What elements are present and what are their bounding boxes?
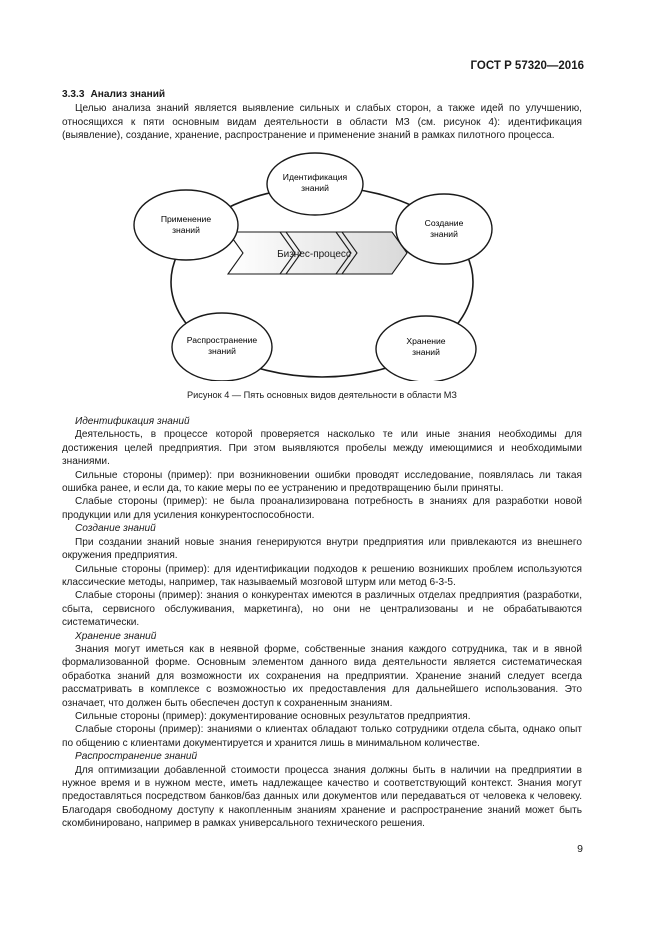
- node-identification-line1: Идентификация: [282, 171, 348, 182]
- business-process-arrow: [228, 232, 407, 274]
- node-creation: [396, 194, 492, 264]
- figure-caption: Рисунок 4 — Пять основных видов деятельности в области МЗ: [187, 389, 457, 400]
- km-cycle-diagram: [62, 149, 582, 381]
- identification-p2: Сильные стороны (пример): при возникновении ошибки проводят исследование, появлялась ли такая ошибка ранее, и если да, то какие меры по ее устранению и предотвращению были приняты.: [62, 469, 582, 495]
- node-application: [134, 190, 238, 260]
- node-creation-line2: знаний: [430, 228, 458, 239]
- identification-p3: Слабые стороны (пример): не была проанализирована потребность в знаниях для разработки новой продукции или для усиления конкурентоспособности.: [62, 496, 582, 521]
- identification-title: Идентификация знаний: [75, 416, 190, 428]
- node-application-line1: Применение: [160, 213, 212, 224]
- storage-title: Хранение знаний: [75, 630, 157, 642]
- business-process-label: Бизнес-процесс: [277, 248, 351, 260]
- storage-p3: Слабые стороны (пример): знаниями о клиентах обладают только сотрудники отдела сбыта, однако опыт по общению с клиентами документируется и хранится лишь в минимальном количестве.: [62, 724, 582, 749]
- node-distribution: [172, 313, 272, 381]
- creation-title: Создание знаний: [75, 523, 156, 535]
- section-heading: [62, 88, 582, 101]
- creation-p2: Сильные стороны (пример): для идентификации подходов к решению возникших проблем используются классические методы, например, так называемый мозговой штурм или метод 6-3-5.: [62, 563, 582, 588]
- node-storage-line1: Хранение: [406, 335, 446, 346]
- node-identification: [267, 153, 363, 215]
- identification-p1: Деятельность, в процессе которой проверяется насколько те или иные знания необходимы для достижения целей предприятия. При этом выявляются пробелы между имеющимися и необходимыми знаниями.: [62, 429, 582, 468]
- creation-p3: Слабые стороны (пример): знания о конкурентах имеются в различных отделах предприятия (разработки, сбыта, сервисного обслуживания, маркетинга), но они не централизованы и не обрабатываются систематически.: [62, 590, 582, 629]
- distribution-p1: Для оптимизации добавленной стоимости процесса знания должны быть в наличии на предприятии в нужное время и в нужном месте, иметь надлежащее качество и соответствующий контекст. Знания могут предоставляться посредством банков/баз данных или документов или передаваться от человека к человеку. Благодаря свободному доступу к накопленным знаниям хранение и распространение знаний может быть скомбинировано, например в рамках универсального технического решения.: [62, 764, 582, 830]
- storage-p2: Сильные стороны (пример): документирование основных результатов предприятия.: [75, 710, 471, 722]
- node-storage-line2: знаний: [412, 346, 440, 357]
- intro-paragraph: Целью анализа знаний является выявление сильных и слабых сторон, а также идей по улучшению, относящихся к пяти основным видам деятельности в области МЗ (см. рисунок 4): идентификация (выявление), создание, хранение, распространение и применение знаний в рамках пилотного процесса.: [62, 103, 582, 142]
- storage-p1: Знания могут иметься как в неявной форме, собственные знания каждого сотрудника, так и в явной формализованной форме. Основным элементом данного вида деятельности является систематическая обработка знаний для возможности их сохранения на предприятии. Хранение знаний следует всегда рассматривать в комплексе с возможностью их предоставления для дальнейшего использования. Это означает, что должен быть обеспечен доступ к сохраненным знаниям.: [62, 643, 582, 709]
- section-number: 3.3.3: [62, 89, 85, 100]
- page-number: 9: [577, 843, 583, 855]
- node-identification-line2: знаний: [301, 182, 329, 193]
- figure-km-activities: [62, 149, 582, 381]
- standard-code: ГОСТ Р 57320—2016: [470, 60, 584, 72]
- section-title: Анализ знаний: [90, 89, 166, 100]
- node-creation-line1: Создание: [424, 217, 464, 228]
- node-application-line2: знаний: [172, 224, 200, 235]
- node-storage: [376, 316, 476, 381]
- node-distribution-line1: Распространение: [186, 334, 258, 345]
- creation-p1: При создании знаний новые знания генерируются внутри предприятия или привлекаются из внешнего окружения предприятия.: [62, 536, 582, 562]
- page-content: [62, 88, 582, 831]
- distribution-title: Распространение знаний: [75, 751, 198, 763]
- node-distribution-line2: знаний: [208, 345, 236, 356]
